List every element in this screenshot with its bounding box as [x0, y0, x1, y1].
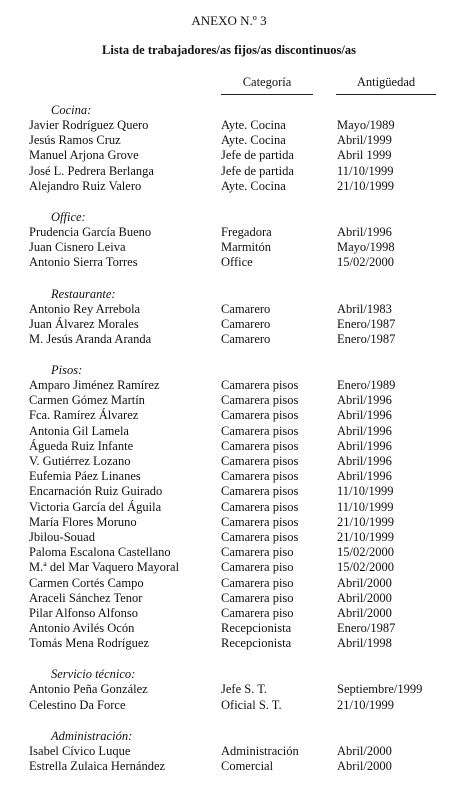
worker-seniority: 21/10/1999	[337, 514, 394, 529]
worker-name: Celestino Da Force	[29, 697, 126, 712]
worker-category: Camarera pisos	[221, 378, 299, 393]
worker-name: Amparo Jiménez Ramírez	[29, 378, 160, 393]
worker-seniority: Septiembre/1999	[337, 682, 423, 697]
worker-category: Camarera piso	[221, 575, 294, 590]
worker-seniority: Abril/1996	[337, 408, 392, 423]
worker-name: Alejandro Ruiz Valero	[29, 178, 142, 193]
worker-row	[29, 636, 458, 651]
worker-row	[29, 500, 458, 515]
worker-name: Eufemia Páez Linanes	[29, 469, 141, 484]
worker-name: Antonio Rey Arrebola	[29, 301, 141, 316]
worker-seniority: 21/10/1999	[337, 178, 394, 193]
worker-name: Estrella Zulaica Hernández	[29, 759, 166, 773]
worker-row	[29, 759, 458, 774]
worker-seniority: Abril/2000	[337, 605, 392, 620]
worker-category: Camarera pisos	[221, 423, 299, 438]
worker-name: Isabel Cívico Luque	[29, 743, 131, 758]
worker-name: V. Gutiérrez Lozano	[29, 454, 131, 468]
column-header-seniority: Antigüedad	[336, 75, 436, 95]
section-title: Cocina:	[51, 103, 92, 117]
worker-row	[29, 698, 458, 713]
worker-row	[29, 378, 458, 393]
worker-seniority: 11/10/1999	[337, 499, 394, 514]
worker-name: Victoria García del Águila	[29, 499, 162, 514]
worker-name: Paloma Escalona Castellano	[29, 545, 171, 560]
worker-category: Recepcionista	[221, 636, 292, 651]
worker-name: Carmen Gómez Martín	[29, 393, 145, 408]
worker-seniority: 11/10/1999	[337, 484, 394, 499]
worker-category: Camarera piso	[221, 560, 294, 575]
worker-row	[29, 530, 458, 545]
section	[29, 667, 458, 712]
worker-name: Juan Álvarez Morales	[29, 316, 139, 331]
worker-row	[29, 744, 458, 759]
worker-category: Camarera piso	[221, 545, 294, 560]
worker-row	[29, 606, 458, 621]
worker-seniority: Enero/1987	[337, 621, 396, 636]
worker-row	[29, 225, 458, 240]
worker-category: Administración	[221, 743, 299, 758]
worker-name: Antonia Gil Lamela	[29, 423, 129, 438]
section	[29, 729, 458, 774]
worker-category: Ayte. Cocina	[221, 178, 286, 193]
worker-name: Pilar Alfonso Alfonso	[29, 605, 139, 620]
worker-seniority: Abril/1996	[337, 393, 392, 408]
worker-seniority: 15/02/2000	[337, 545, 394, 560]
worker-row	[29, 317, 458, 332]
worker-category: Ayte. Cocina	[221, 133, 286, 148]
worker-category: Camarera pisos	[221, 484, 299, 499]
annex-title: ANEXO N.º 3	[191, 13, 267, 28]
worker-name: Javier Rodríguez Quero	[29, 118, 149, 132]
worker-category: Office	[221, 255, 253, 270]
worker-category: Camarera pisos	[221, 393, 299, 408]
worker-seniority: 11/10/1999	[337, 163, 394, 178]
worker-name: Prudencia García Bueno	[29, 224, 152, 239]
worker-list	[29, 103, 458, 790]
worker-row	[29, 393, 458, 408]
section-title: Servicio técnico:	[51, 667, 136, 682]
worker-seniority: Abril/2000	[337, 759, 392, 773]
worker-seniority: Abril/1998	[337, 636, 392, 651]
worker-row	[29, 576, 458, 591]
worker-category: Oficial S. T.	[221, 697, 282, 712]
worker-category: Camarera pisos	[221, 454, 299, 468]
worker-category: Jefe S. T.	[221, 682, 268, 697]
worker-row	[29, 332, 458, 347]
worker-row	[29, 454, 458, 469]
worker-name: M.ª del Mar Vaquero Mayoral	[29, 560, 180, 575]
worker-seniority: Abril/2000	[337, 575, 392, 590]
worker-category: Camarera pisos	[221, 438, 299, 453]
worker-seniority: Abril/1996	[337, 469, 392, 484]
worker-category: Camarera pisos	[221, 499, 299, 514]
worker-row	[29, 591, 458, 606]
section-title: Administración:	[51, 728, 133, 743]
worker-category: Ayte. Cocina	[221, 118, 286, 132]
worker-seniority: Abril/1983	[337, 301, 392, 316]
section	[29, 363, 458, 651]
worker-row	[29, 255, 458, 270]
worker-seniority: 15/02/2000	[337, 255, 394, 270]
worker-category: Recepcionista	[221, 621, 292, 636]
worker-seniority: Abril/1996	[337, 454, 392, 468]
worker-category: Camarera pisos	[221, 529, 299, 544]
worker-name: Carmen Cortés Campo	[29, 575, 144, 590]
worker-row	[29, 621, 458, 636]
worker-name: Antonio Sierra Torres	[29, 255, 138, 270]
worker-row	[29, 424, 458, 439]
worker-seniority: Abril/1996	[337, 224, 392, 239]
worker-seniority: Abril/1996	[337, 423, 392, 438]
section-title: Restaurante:	[51, 286, 116, 301]
worker-name: M. Jesús Aranda Aranda	[29, 331, 152, 346]
worker-row	[29, 515, 458, 530]
worker-row	[29, 302, 458, 317]
worker-row	[29, 118, 458, 133]
worker-row	[29, 469, 458, 484]
worker-name: Jbilou-Souad	[29, 529, 95, 544]
worker-row	[29, 560, 458, 575]
worker-category: Camarera pisos	[221, 469, 299, 484]
worker-category: Jefe de partida	[221, 163, 294, 178]
worker-seniority: 21/10/1999	[337, 529, 394, 544]
worker-row	[29, 408, 458, 423]
worker-row	[29, 682, 458, 697]
worker-seniority: Abril/2000	[337, 590, 392, 605]
worker-category: Camarera pisos	[221, 514, 299, 529]
worker-row	[29, 484, 458, 499]
worker-seniority: Enero/1987	[337, 316, 396, 331]
worker-row	[29, 240, 458, 255]
list-title: Lista de trabajadores/as fijos/as discontinuos/as	[102, 43, 356, 57]
worker-seniority: 15/02/2000	[337, 560, 394, 575]
worker-seniority: 21/10/1999	[337, 697, 394, 712]
worker-name: Tomás Mena Rodríguez	[29, 636, 149, 651]
section-title: Pisos:	[51, 363, 83, 378]
worker-row	[29, 133, 458, 148]
worker-category: Jefe de partida	[221, 148, 294, 163]
worker-seniority: Abril/1999	[337, 133, 392, 148]
worker-category: Camarero	[221, 301, 271, 316]
worker-seniority: Enero/1987	[337, 331, 396, 346]
worker-row	[29, 164, 458, 179]
section	[29, 287, 458, 348]
worker-category: Marmitón	[221, 240, 271, 255]
worker-category: Fregadora	[221, 224, 272, 239]
worker-category: Comercial	[221, 759, 274, 773]
section	[29, 210, 458, 271]
worker-name: Araceli Sánchez Tenor	[29, 590, 143, 605]
worker-seniority: Abril/2000	[337, 743, 392, 758]
worker-seniority: Enero/1989	[337, 378, 396, 393]
worker-name: Águeda Ruiz Infante	[29, 438, 134, 453]
worker-category: Camarero	[221, 331, 271, 346]
worker-name: Fca. Ramírez Álvarez	[29, 408, 139, 423]
worker-category: Camarero	[221, 316, 271, 331]
worker-name: Manuel Arjona Grove	[29, 148, 139, 163]
worker-seniority: Mayo/1998	[337, 240, 395, 255]
worker-name: Jesús Ramos Cruz	[29, 133, 121, 148]
worker-category: Camarera piso	[221, 590, 294, 605]
worker-seniority: Mayo/1989	[337, 118, 395, 132]
worker-name: Antonio Avilés Ocón	[29, 621, 135, 636]
worker-name: Encarnación Ruiz Guirado	[29, 484, 163, 499]
worker-name: José L. Pedrera Berlanga	[29, 163, 154, 178]
worker-category: Camarera pisos	[221, 408, 299, 423]
worker-row	[29, 148, 458, 163]
worker-row	[29, 545, 458, 560]
worker-name: María Flores Moruno	[29, 514, 137, 529]
worker-seniority: Abril/1996	[337, 438, 392, 453]
column-header-category: Categoría	[221, 75, 313, 95]
worker-row	[29, 439, 458, 454]
worker-name: Juan Cisnero Leiva	[29, 240, 126, 255]
worker-category: Camarera piso	[221, 605, 294, 620]
worker-row	[29, 179, 458, 194]
worker-seniority: Abril 1999	[337, 148, 392, 163]
worker-name: Antonio Peña González	[29, 682, 148, 697]
section	[29, 103, 458, 194]
section-title: Office:	[51, 209, 86, 224]
